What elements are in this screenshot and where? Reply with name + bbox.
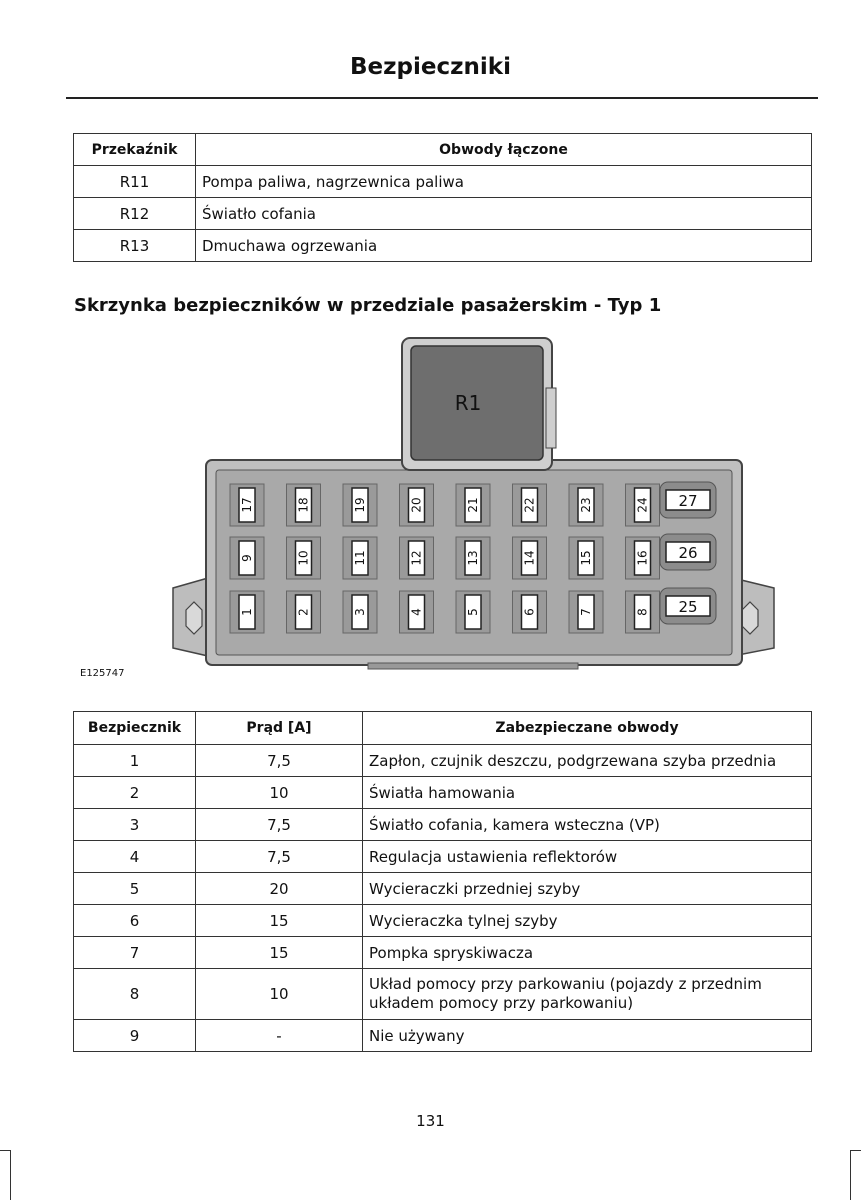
fuse-number: 4: [74, 841, 196, 873]
large-fuse-label: 26: [678, 544, 698, 562]
fuse-label: 7: [579, 608, 593, 616]
table-row: [74, 873, 812, 905]
fuse-label: 24: [635, 497, 650, 513]
fuse-number: 1: [74, 745, 196, 777]
table-row: [74, 937, 812, 969]
fuse-circuits: Układ pomocy przy parkowaniu (pojazdy z przednim układem pomocy przy parkowaniu): [363, 969, 812, 1020]
relay-id: R13: [74, 230, 196, 262]
fuse-current: 10: [196, 777, 363, 809]
fuse-label: 21: [466, 497, 480, 513]
crop-mark: [0, 1150, 10, 1151]
fuse-circuits: Pompka spryskiwacza: [363, 937, 812, 969]
relay-circuits: Światło cofania: [196, 198, 812, 230]
fuse-current: 10: [196, 969, 363, 1020]
relay-circuits: Pompa paliwa, nagrzewnica paliwa: [196, 166, 812, 198]
relay-id: R12: [74, 198, 196, 230]
fuse-current: 7,5: [196, 745, 363, 777]
fuse-label: 4: [409, 608, 424, 616]
fuse-number: 9: [74, 1020, 196, 1052]
fuse-label: 3: [353, 608, 367, 616]
crop-mark: [10, 1150, 11, 1200]
fuse-number: 5: [74, 873, 196, 905]
fuse-label: 13: [466, 550, 480, 566]
fuse-number: 3: [74, 809, 196, 841]
relay-id: R11: [74, 166, 196, 198]
fuse-label: 16: [635, 550, 650, 566]
fuse-header-current: Prąd [A]: [196, 712, 363, 745]
fuse-number: 7: [74, 937, 196, 969]
large-fuse-label: 25: [678, 598, 698, 616]
fuse-circuits: Zapłon, czujnik deszczu, podgrzewana szyba przednia: [363, 745, 812, 777]
section-heading: Skrzynka bezpieczników w przedziale pasażerskim - Typ 1: [74, 295, 662, 316]
fuse-circuits: Światło cofania, kamera wsteczna (VP): [363, 809, 812, 841]
fuse-current: 15: [196, 937, 363, 969]
page-number: 131: [416, 1112, 445, 1130]
fuse-label: 18: [296, 497, 311, 513]
fuse-number: 6: [74, 905, 196, 937]
fuse-label: 9: [240, 554, 254, 562]
fuse-label: 23: [579, 497, 593, 513]
fuse-circuits: Nie używany: [363, 1020, 812, 1052]
fuse-label: 10: [296, 550, 311, 566]
fuse-label: 6: [522, 608, 537, 616]
relay-table-header-row: [74, 134, 812, 166]
fuse-circuits: Regulacja ustawienia reflektorów: [363, 841, 812, 873]
fuse-circuits: Światła hamowania: [363, 777, 812, 809]
fuse-label: 20: [409, 497, 424, 513]
fuse-number: 2: [74, 777, 196, 809]
fuse-circuits: Wycieraczka tylnej szyby: [363, 905, 812, 937]
relay-table: [73, 133, 812, 262]
fuse-current: 15: [196, 905, 363, 937]
fuse-label: 2: [296, 608, 311, 616]
fuse-label: 15: [579, 550, 593, 566]
table-row: [74, 841, 812, 873]
fuse-label: 19: [353, 497, 367, 513]
fuse-label: 5: [466, 608, 480, 616]
fuse-current: 20: [196, 873, 363, 905]
fuse-current: 7,5: [196, 809, 363, 841]
large-fuse-label: 27: [678, 492, 698, 510]
fuse-label: 8: [635, 608, 650, 616]
crop-mark: [851, 1150, 861, 1151]
table-row: [74, 745, 812, 777]
table-row: [74, 969, 812, 1020]
table-row: [74, 777, 812, 809]
fuse-current: -: [196, 1020, 363, 1052]
relay-header-relay: Przekaźnik: [74, 134, 196, 166]
fuse-label: 11: [353, 550, 367, 566]
figure-code: E125747: [80, 668, 125, 679]
table-row: [74, 166, 812, 198]
fuse-table-header-row: [74, 712, 812, 745]
fuse-number: 8: [74, 969, 196, 1020]
fuse-header-fuse: Bezpiecznik: [74, 712, 196, 745]
fuse-header-circuits: Zabezpieczane obwody: [363, 712, 812, 745]
fuse-label: 22: [522, 497, 537, 513]
table-row: [74, 809, 812, 841]
table-row: [74, 905, 812, 937]
fuse-table: [73, 711, 812, 1052]
title-rule: [66, 97, 818, 99]
fuse-label: 1: [240, 608, 254, 616]
table-row: [74, 198, 812, 230]
fuse-label: 14: [522, 550, 537, 566]
relay-circuits: Dmuchawa ogrzewania: [196, 230, 812, 262]
crop-mark: [850, 1150, 851, 1200]
fuse-label: 17: [240, 497, 254, 513]
fuse-box-diagram: [168, 330, 788, 680]
fuse-current: 7,5: [196, 841, 363, 873]
table-row: [74, 1020, 812, 1052]
table-row: [74, 230, 812, 262]
relay-header-circuits: Obwody łączone: [196, 134, 812, 166]
relay-r1-label: R1: [454, 391, 482, 415]
fuse-circuits: Wycieraczki przedniej szyby: [363, 873, 812, 905]
fuse-label: 12: [409, 550, 424, 566]
page-title: Bezpieczniki: [350, 54, 511, 80]
